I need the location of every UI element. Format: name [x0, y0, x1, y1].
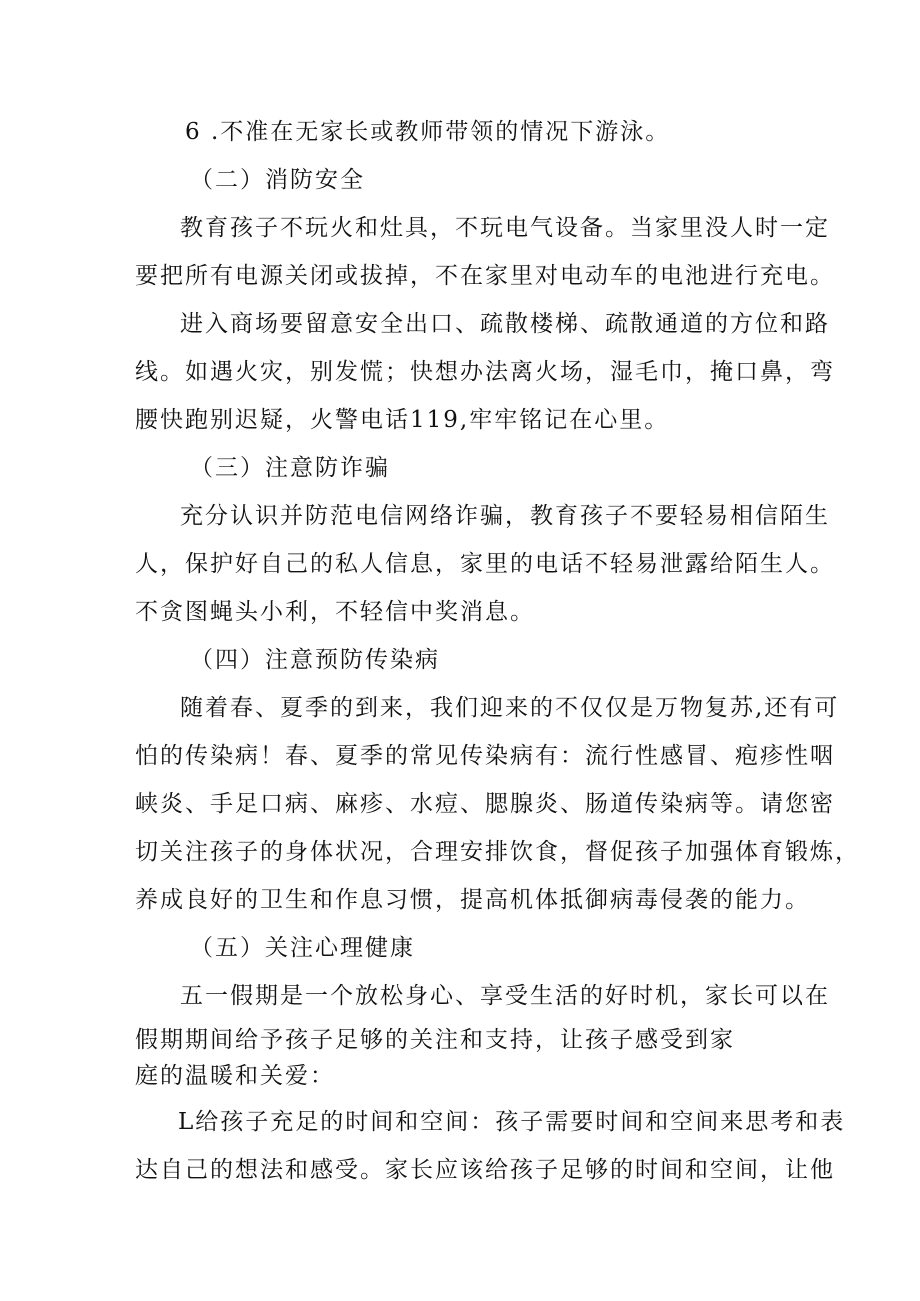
section-heading-disease: （四）注意预防传染病 [190, 647, 440, 673]
paragraph-line: 切关注孩子的身体状况，合理安排饮食，督促孩子加强体育锻炼， [135, 839, 860, 865]
list-item-6: 6 .不准在无家长或教师带领的情况下游泳。 [185, 119, 671, 145]
list-item-1: L给孩子充足的时间和空间：孩子需要时间和空间来思考和表 [178, 1109, 846, 1135]
section-heading-fire-safety: （二）消防安全 [190, 167, 365, 193]
paragraph-line: 教育孩子不玩火和灶具，不玩电气设备。当家里没人时一定 [180, 215, 830, 241]
paragraph-line: 进入商场要留意安全出口、疏散楼梯、疏散通道的方位和路 [180, 311, 830, 337]
paragraph-line: 怕的传染病！春、夏季的常见传染病有：流行性感冒、疱疹性咽 [135, 743, 835, 769]
paragraph-line: 随着春、夏季的到来，我们迎来的不仅仅是万物复苏,还有可 [180, 695, 840, 721]
paragraph-line: 人，保护好自己的私人信息，家里的电话不轻易泄露给陌生人。 [135, 551, 835, 577]
paragraph-line: 养成良好的卫生和作息习惯，提高机体抵御病毒侵袭的能力。 [135, 887, 810, 913]
paragraph-line: 要把所有电源关闭或拔掉，不在家里对电动车的电池进行充电。 [135, 263, 835, 289]
section-heading-fraud: （三）注意防诈骗 [190, 455, 390, 481]
paragraph-line: 五一假期是一个放松身心、享受生活的好时机，家长可以在 [180, 983, 830, 1009]
section-heading-mental-health: （五）关注心理健康 [190, 935, 415, 961]
paragraph-line: 庭的温暖和关爱： [135, 1063, 335, 1089]
paragraph-line: 峡炎、手足口病、麻疹、水痘、腮腺炎、肠道传染病等。请您密 [135, 791, 835, 817]
paragraph-line: 假期期间给予孩子足够的关注和支持，让孩子感受到家 [135, 1027, 735, 1053]
paragraph-line: 不贪图蝇头小利，不轻信中奖消息。 [135, 599, 535, 625]
paragraph-line: 线。如遇火灾，别发慌；快想办法离火场，湿毛巾，掩口鼻，弯 [135, 359, 835, 385]
paragraph-line: 达自己的想法和感受。家长应该给孩子足够的时间和空间，让他 [135, 1157, 835, 1183]
paragraph-line: 腰快跑别迟疑，火警电话119,牢牢铭记在心里。 [135, 407, 670, 433]
paragraph-line: 充分认识并防范电信网络诈骗，教育孩子不要轻易相信陌生 [180, 503, 830, 529]
